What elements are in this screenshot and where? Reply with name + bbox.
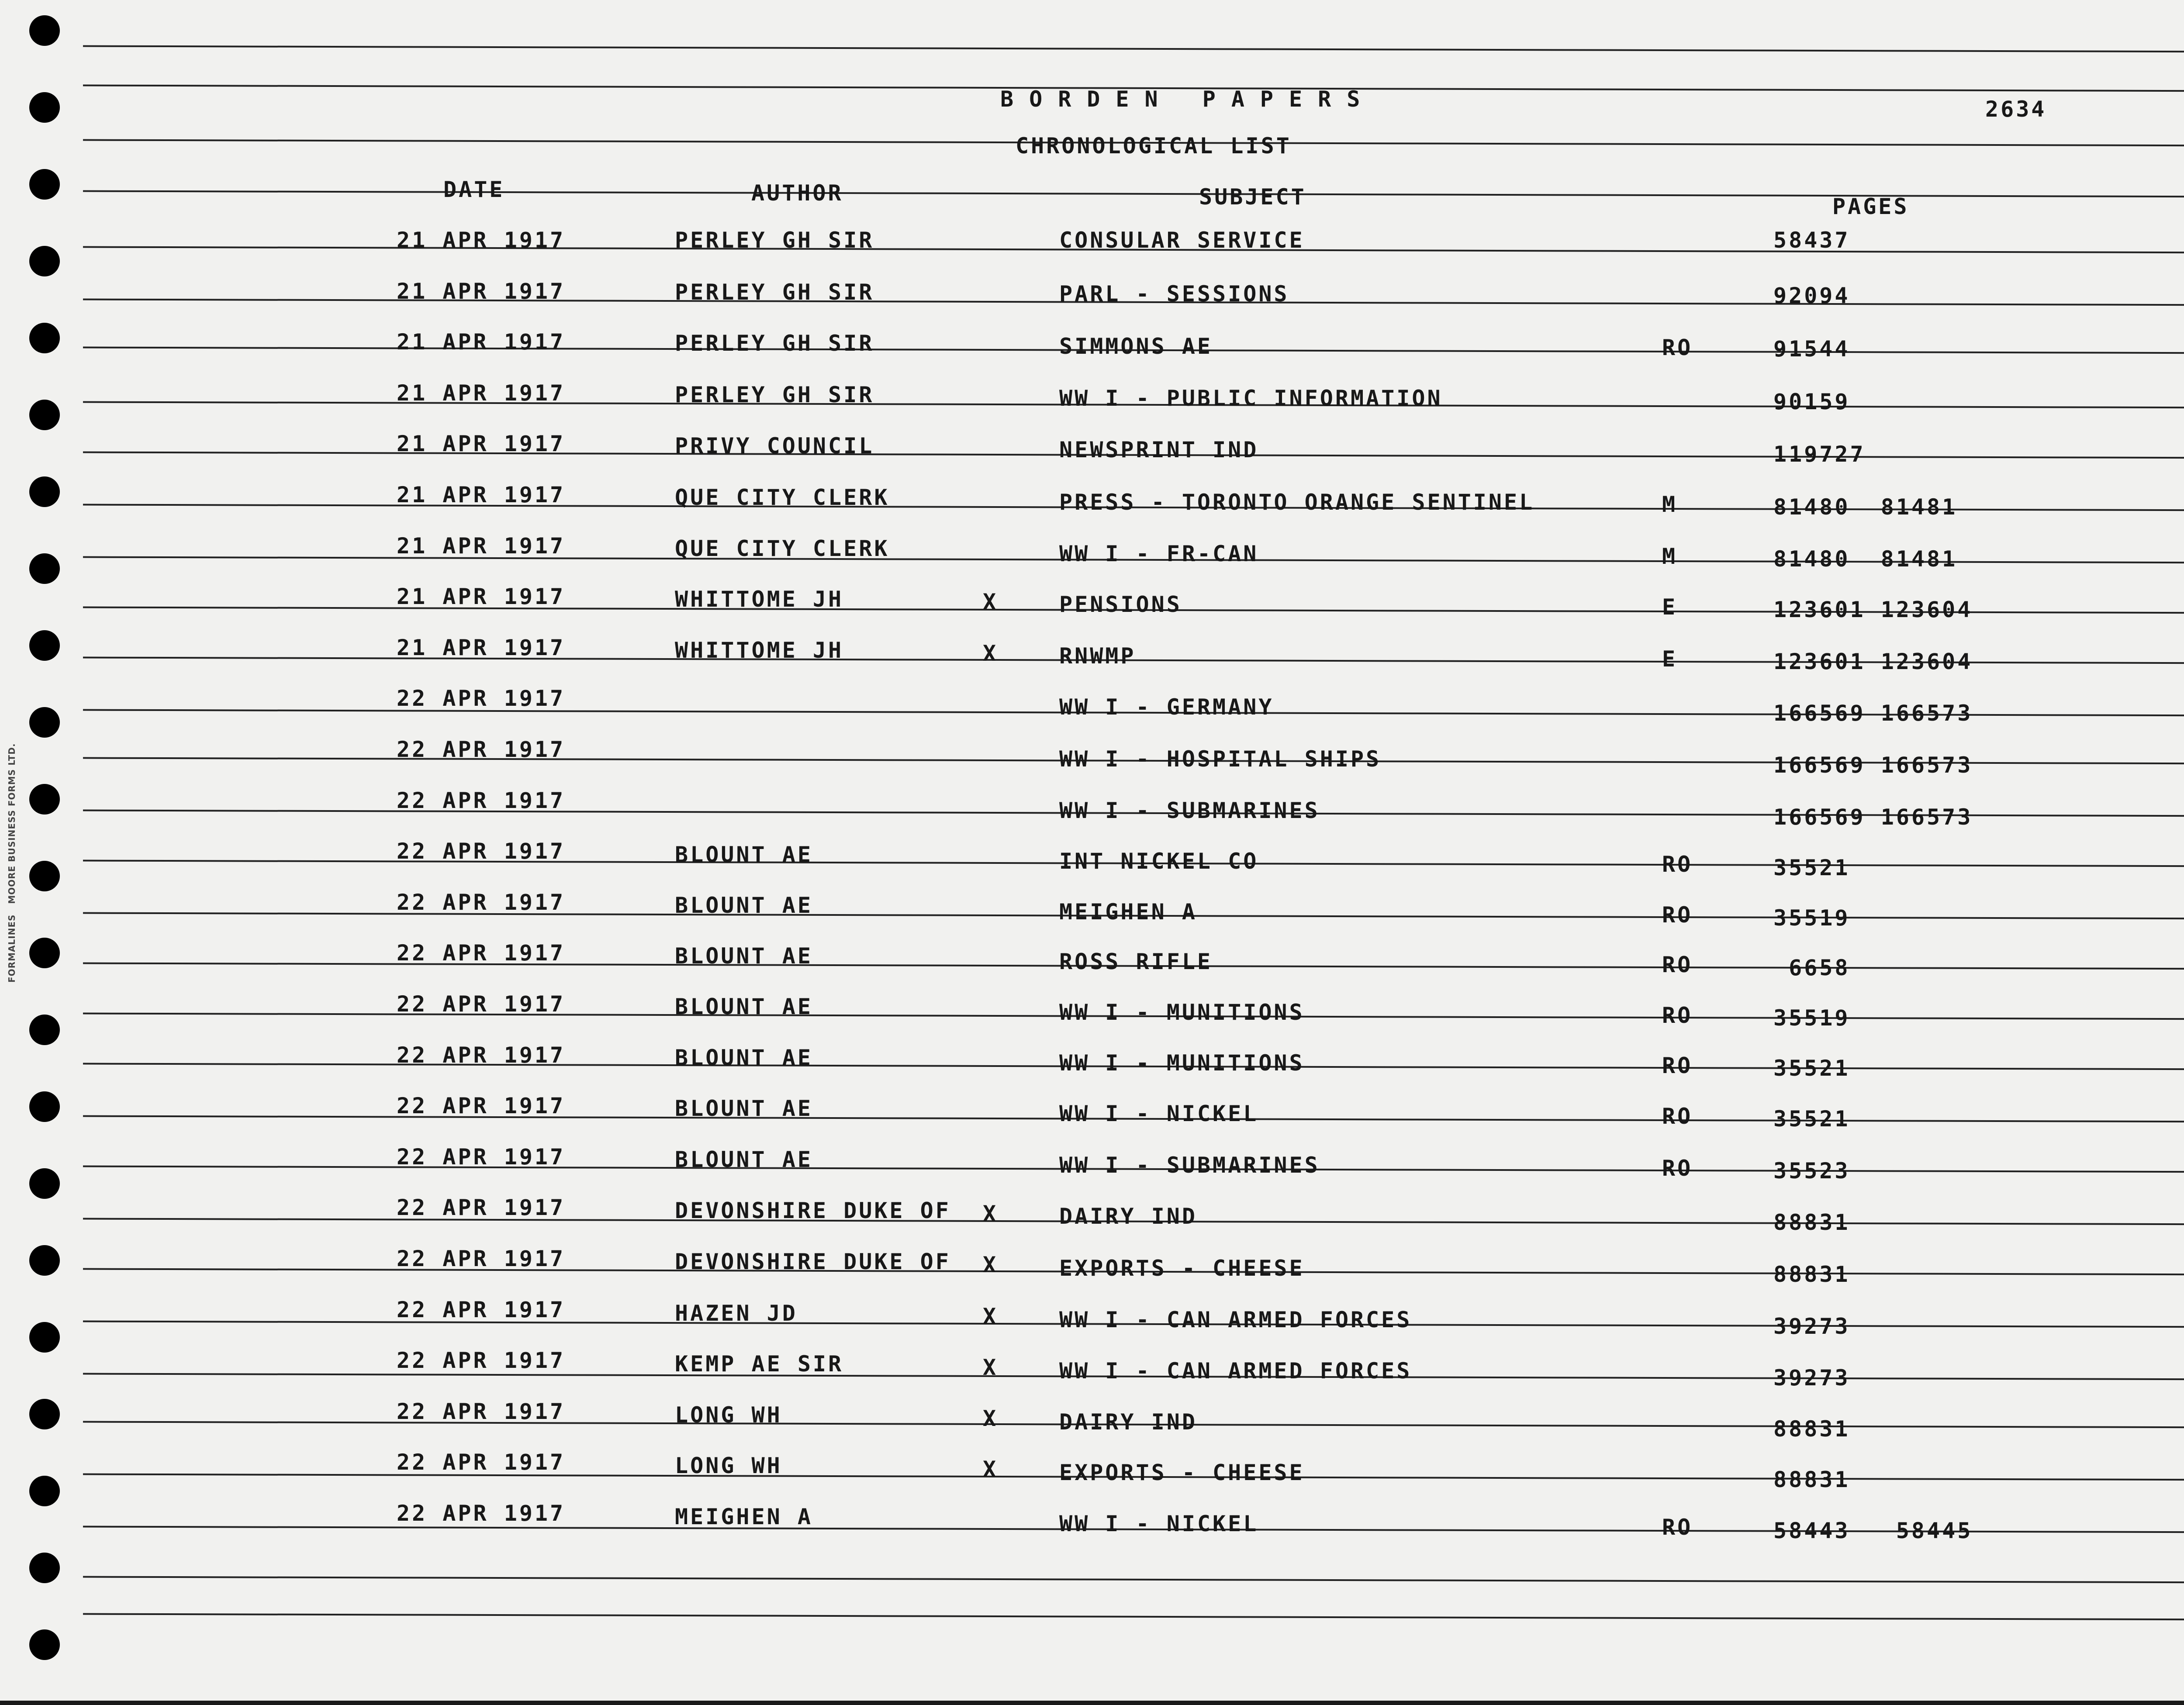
row-author: DEVONSHIRE DUKE OF (675, 1198, 951, 1223)
row-pages: 35523 (1773, 1158, 1850, 1184)
row-date: 21 APR 1917 (397, 329, 566, 355)
row-author: WHITTOME JH (675, 587, 844, 612)
table-row (0, 635, 2184, 674)
row-pages: 88831 (1773, 1210, 1850, 1235)
row-code: RO (1662, 1053, 1693, 1078)
row-subject: PENSIONS (1059, 592, 1182, 617)
row-date: 21 APR 1917 (397, 228, 566, 253)
row-code: RO (1662, 952, 1693, 977)
row-subject: PRESS - TORONTO ORANGE SENTINEL (1059, 490, 1535, 515)
row-author: MEIGHEN A (675, 1504, 813, 1529)
row-pages: 123601 123604 (1773, 649, 1973, 674)
row-author: WHITTOME JH (675, 638, 844, 663)
row-code: RO (1662, 852, 1693, 877)
row-date: 21 APR 1917 (397, 380, 566, 406)
page-number: 2634 (1985, 97, 2047, 122)
row-subject: WW I - GERMANY (1059, 694, 1274, 720)
table-row (0, 1093, 2184, 1132)
table-row (0, 1194, 2184, 1235)
ruled-line (83, 1613, 2184, 1621)
row-date: 21 APR 1917 (397, 482, 566, 507)
row-subject: WW I - HOSPITAL SHIPS (1059, 746, 1382, 772)
row-code: RO (1662, 1104, 1693, 1129)
row-code: M (1662, 492, 1678, 517)
row-author: BLOUNT AE (675, 1147, 813, 1172)
list-title: CHRONOLOGICAL LIST (1016, 133, 1292, 159)
row-subject: WW I - FR-CAN (1059, 541, 1259, 566)
table-row (0, 838, 2184, 880)
table-row (0, 1042, 2184, 1081)
table-row (0, 787, 2184, 830)
table-row (0, 1297, 2184, 1339)
row-pages: 6658 (1773, 955, 1850, 980)
table-row (0, 991, 2184, 1031)
row-author: LONG WH (675, 1453, 782, 1478)
row-date: 22 APR 1917 (397, 940, 566, 966)
row-subject: EXPORTS - CHEESE (1059, 1460, 1305, 1485)
row-pages: 35521 (1773, 1106, 1850, 1132)
row-author: PERLEY GH SIR (675, 331, 874, 356)
table-row (0, 1398, 2184, 1442)
ruled-line (83, 45, 2184, 53)
table-row (0, 940, 2184, 980)
row-pages: 58437 (1773, 228, 1850, 253)
row-code: E (1662, 646, 1678, 672)
row-subject: CONSULAR SERVICE (1059, 228, 1305, 253)
row-pages: 92094 (1773, 283, 1850, 308)
row-pages: 35521 (1773, 855, 1850, 880)
row-author: BLOUNT AE (675, 943, 813, 969)
row-date: 22 APR 1917 (397, 1297, 566, 1322)
row-pages: 88831 (1773, 1416, 1850, 1442)
ruled-line (83, 1576, 2184, 1584)
row-pages: 35521 (1773, 1056, 1850, 1081)
row-pages: 39273 (1773, 1365, 1850, 1391)
row-code: E (1662, 594, 1678, 620)
row-pages: 166569 166573 (1773, 752, 1973, 778)
row-date: 22 APR 1917 (397, 788, 566, 813)
row-flag: X (983, 1252, 999, 1277)
row-date: 22 APR 1917 (397, 1042, 566, 1068)
table-row (0, 889, 2184, 931)
table-row (0, 482, 2184, 520)
row-pages: 119727 (1773, 442, 1866, 467)
table-row (0, 380, 2184, 415)
row-subject: DAIRY IND (1059, 1204, 1197, 1229)
row-date: 22 APR 1917 (397, 991, 566, 1017)
row-code: RO (1662, 902, 1693, 928)
row-pages: 166569 166573 (1773, 701, 1973, 726)
row-subject: DAIRY IND (1059, 1409, 1197, 1435)
row-pages: 81480 81481 (1773, 546, 1958, 572)
column-header-date: DATE (443, 177, 505, 202)
row-pages: 123601 123604 (1773, 597, 1973, 622)
row-date: 22 APR 1917 (397, 1501, 566, 1526)
row-code: RO (1662, 335, 1693, 360)
row-date: 21 APR 1917 (397, 279, 566, 304)
table-row (0, 685, 2184, 726)
row-date: 21 APR 1917 (397, 584, 566, 609)
row-pages: 88831 (1773, 1467, 1850, 1492)
row-code: RO (1662, 1515, 1693, 1540)
table-row (0, 278, 2184, 313)
column-header-pages: PAGES (1832, 194, 1909, 219)
row-date: 22 APR 1917 (397, 1144, 566, 1170)
row-date: 22 APR 1917 (397, 890, 566, 915)
row-subject: EXPORTS - CHEESE (1059, 1256, 1305, 1281)
table-row (0, 583, 2184, 622)
row-author: PERLEY GH SIR (675, 280, 874, 305)
table-row (0, 1449, 2184, 1492)
scan-edge-bottom (0, 1701, 2184, 1705)
row-subject: WW I - NICKEL (1059, 1101, 1259, 1126)
row-author: BLOUNT AE (675, 1045, 813, 1070)
table-row (0, 329, 2184, 364)
row-date: 22 APR 1917 (397, 1399, 566, 1424)
row-subject: WW I - MUNITIONS (1059, 1050, 1305, 1076)
table-row (0, 431, 2184, 466)
row-subject: MEIGHEN A (1059, 899, 1197, 925)
table-row (0, 1500, 2184, 1543)
row-date: 21 APR 1917 (397, 533, 566, 559)
row-pages: 166569 166573 (1773, 804, 1973, 830)
row-code: RO (1662, 1156, 1693, 1181)
document-title: BORDEN PAPERS (1000, 86, 1376, 112)
row-date: 22 APR 1917 (397, 1246, 566, 1271)
row-subject: WW I - SUBMARINES (1059, 1153, 1320, 1178)
row-author: PRIVY COUNCIL (675, 433, 874, 459)
row-author: PERLEY GH SIR (675, 382, 874, 407)
row-author: BLOUNT AE (675, 893, 813, 918)
row-pages: 35519 (1773, 1005, 1850, 1031)
row-date: 22 APR 1917 (397, 1195, 566, 1220)
row-date: 22 APR 1917 (397, 1093, 566, 1118)
row-flag: X (983, 1456, 999, 1482)
row-flag: X (983, 1355, 999, 1380)
column-header-author: AUTHOR (751, 180, 843, 206)
row-date: 22 APR 1917 (397, 686, 566, 711)
table-row (0, 227, 2184, 262)
row-code: RO (1662, 1003, 1693, 1028)
column-header-subject: SUBJECT (1199, 184, 1306, 210)
row-author: BLOUNT AE (675, 1096, 813, 1121)
row-flag: X (983, 641, 999, 666)
row-pages: 88831 (1773, 1262, 1850, 1287)
row-author: KEMP AE SIR (675, 1351, 844, 1377)
table-row (0, 533, 2184, 572)
row-subject: WW I - MUNITIONS (1059, 1000, 1305, 1025)
table-row (0, 1347, 2184, 1391)
row-author: BLOUNT AE (675, 842, 813, 867)
row-subject: PARL - SESSIONS (1059, 281, 1289, 307)
row-flag: X (983, 1406, 999, 1431)
row-subject: WW I - SUBMARINES (1059, 798, 1320, 823)
row-pages: 39273 (1773, 1314, 1850, 1339)
row-subject: RNWMP (1059, 643, 1136, 669)
row-date: 22 APR 1917 (397, 839, 566, 864)
row-author: PERLEY GH SIR (675, 228, 874, 253)
row-subject: SIMMONS AE (1059, 334, 1213, 359)
row-author: BLOUNT AE (675, 994, 813, 1019)
row-subject: WW I - PUBLIC INFORMATION (1059, 386, 1443, 411)
row-pages: 35519 (1773, 905, 1850, 931)
table-row (0, 1144, 2184, 1184)
row-flag: X (983, 1201, 999, 1226)
row-author: DEVONSHIRE DUKE OF (675, 1249, 951, 1274)
row-date: 21 APR 1917 (397, 431, 566, 456)
row-pages: 81480 81481 (1773, 494, 1958, 520)
row-author: QUE CITY CLERK (675, 485, 890, 510)
row-subject: WW I - CAN ARMED FORCES (1059, 1307, 1412, 1332)
row-author: HAZEN JD (675, 1301, 798, 1326)
row-subject: WW I - NICKEL (1059, 1511, 1259, 1536)
row-author: QUE CITY CLERK (675, 536, 890, 561)
row-date: 22 APR 1917 (397, 737, 566, 762)
row-pages: 91544 (1773, 336, 1850, 362)
row-author: LONG WH (675, 1402, 782, 1428)
row-flag: X (983, 589, 999, 614)
row-date: 21 APR 1917 (397, 635, 566, 660)
row-date: 22 APR 1917 (397, 1450, 566, 1475)
row-pages: 58443 58445 (1773, 1518, 1973, 1543)
row-code: M (1662, 544, 1678, 569)
row-pages: 90159 (1773, 389, 1850, 414)
row-subject: ROSS RIFLE (1059, 949, 1213, 974)
table-row (0, 736, 2184, 778)
row-subject: NEWSPRINT IND (1059, 437, 1259, 462)
row-subject: INT NICKEL CO (1059, 849, 1259, 874)
form-imprint: FORMALINES MOORE BUSINESS FORMS LTD. (7, 743, 17, 983)
table-row (0, 1246, 2184, 1287)
row-subject: WW I - CAN ARMED FORCES (1059, 1358, 1412, 1384)
row-date: 22 APR 1917 (397, 1348, 566, 1373)
row-flag: X (983, 1304, 999, 1329)
